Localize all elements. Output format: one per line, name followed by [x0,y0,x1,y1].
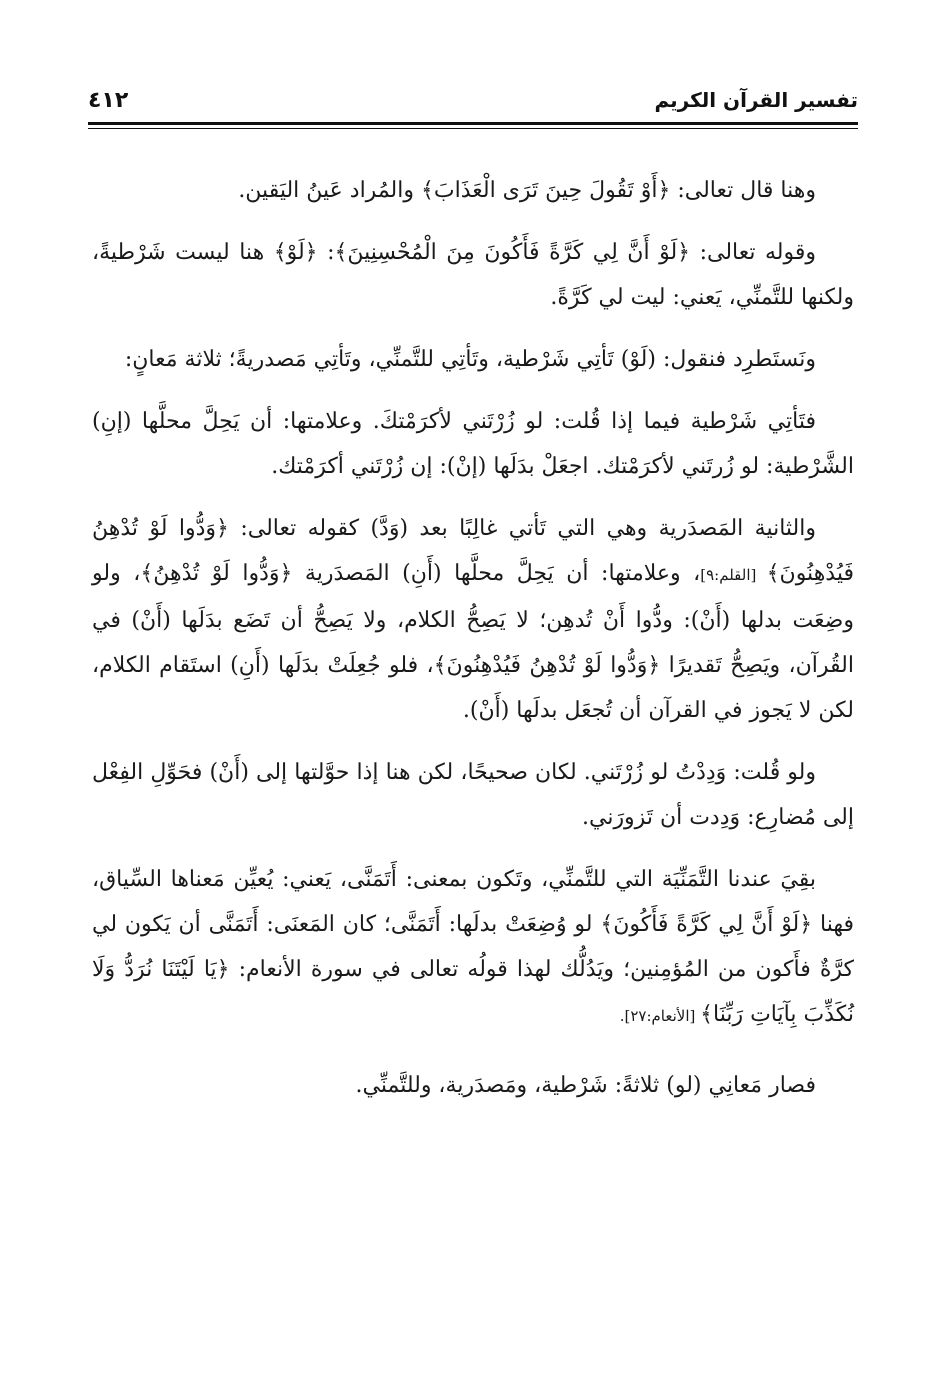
paragraph-text: ، ولو وضِعَت بدلها (أَنْ): ودُّوا أَنْ تُدهِن؛ لا يَصِحُّ الكلام، ولا يَصِحُّ أن تَضَع بدَلَها (أَنْ) في القُرآن، ويَصِحُّ تَقديرًا [92,561,854,678]
verse-reference: [الأنعام:٢٧]. [619,1007,701,1025]
paragraph-text: فتَأتِي شَرْطية فيما إذا قُلت: لو زُرْتَني لأكرَمْتكَ. وعلامتها: أن يَحِلَّ محلَّها (إنِ) الشَّرْطية: لو زُرتَني لأكرَمْتك. اجعَلْ بدَلَها (إنْ): إن زُرْتَني أكرَمْتك. [92,409,854,479]
quran-verse: ﴿لَوْ﴾ [273,240,318,265]
paragraph [92,857,854,1039]
header-rule-thin [88,128,858,129]
verse-reference: [القلم:٩] [700,566,767,584]
paragraph-text: وهنا قال تعالى: [670,178,816,203]
paragraph-text: فصار مَعانِي (لو) ثلاثةً: شَرْطية، ومَصدَرية، وللتَّمنِّي. [355,1073,816,1098]
paragraph-text: والمُراد عَينُ اليَقين. [238,178,421,203]
quran-verse: ﴿لَوْ أَنَّ لِي كَرَّةً فَأَكُونَ مِنَ الْمُحْسِنِينَ﴾ [334,240,691,265]
paragraph-text: ، فلو جُعِلَتْ بدَلَها (أَنِ) استَقام الكلام، لكن لا يَجوز في القرآن أن تُجعَل بدلَها (أَنْ). [92,653,854,723]
paragraph-text: ، وعلامتها: أن يَحِلَّ محلَّها (أَنِ) المَصدَرية [292,561,701,586]
header-rule-thick [88,122,858,125]
paragraph-text: لو وُضِعَتْ بدلَها: أَتَمَنَّى؛ كان المَعنَى: أَتَمَنَّى أن يَكون لي كرَّةٌ فأَكون من المُؤمِنين؛ ويَدُلُّك لهذا قولُه تعالى في سورة الأنعام: [92,912,854,982]
page-header [88,86,858,122]
quran-verse: ﴿وَدُّوا لَوْ تُدْهِنُ فَيُدْهِنُونَ﴾ [433,653,661,678]
page-number: ٤١٢ [88,88,129,113]
paragraph-text: بقِيَ عندنا التَّمَنِّيَة التي للتَّمنِّي، وتَكون بمعنى: أَتَمَنَّى، يَعني: يُعيِّن مَعناها السِّياق، فهنا [92,867,854,937]
paragraph [92,168,854,213]
paragraph-text: هنا ليست شَرْطيةً، ولكنها للتَّمنِّي، يَعني: ليت لي كَرَّةً. [92,240,854,310]
paragraph [92,337,854,382]
paragraph-text: والثانية المَصدَرية وهي التي تَأتي غالِبًا بعد (وَدَّ) كقوله تعالى: [228,516,816,541]
quran-verse: ﴿وَدُّوا لَوْ تُدْهِنُ فَيُدْهِنُونَ﴾ [92,516,854,586]
paragraph-text: : [317,240,335,265]
paragraph [92,506,854,733]
paragraph [92,230,854,320]
paragraph [92,399,854,489]
running-title: تفسير القرآن الكريم [654,88,858,112]
quran-verse: ﴿يَا لَيْتَنَا نُرَدُّ وَلَا نُكَذِّبَ بِآيَاتِ رَبِّنَا﴾ [92,957,854,1027]
paragraph [92,1063,854,1108]
paragraph-text: ونَستَطرِد فنقول: (لَوْ) تَأتِي شَرْطية، وتَأتِي للتَّمنِّي، وتَأتِي مَصدريةً؛ ثلاثة مَعانٍ: [124,347,816,372]
quran-verse: ﴿أَوْ تَقُولَ حِينَ تَرَى الْعَذَابَ﴾ [420,178,671,203]
paragraph-text: وقوله تعالى: [690,240,817,265]
paragraph [92,750,854,840]
paragraph-text: ولو قُلت: وَدِدْتُ لو زُرْتَني. لكان صحيحًا، لكن هنا إذا حوَّلتها إلى (أَنْ) فحَوِّلِ الفِعْل إلى مُضارِع: وَدِدت أن تَزورَني. [92,760,854,830]
quran-verse: ﴿وَدُّوا لَوْ تُدْهِنُ﴾ [140,561,293,586]
page-body [92,168,854,1125]
quran-verse: ﴿لَوْ أَنَّ لِي كَرَّةً فَأَكُونَ﴾ [600,912,813,937]
